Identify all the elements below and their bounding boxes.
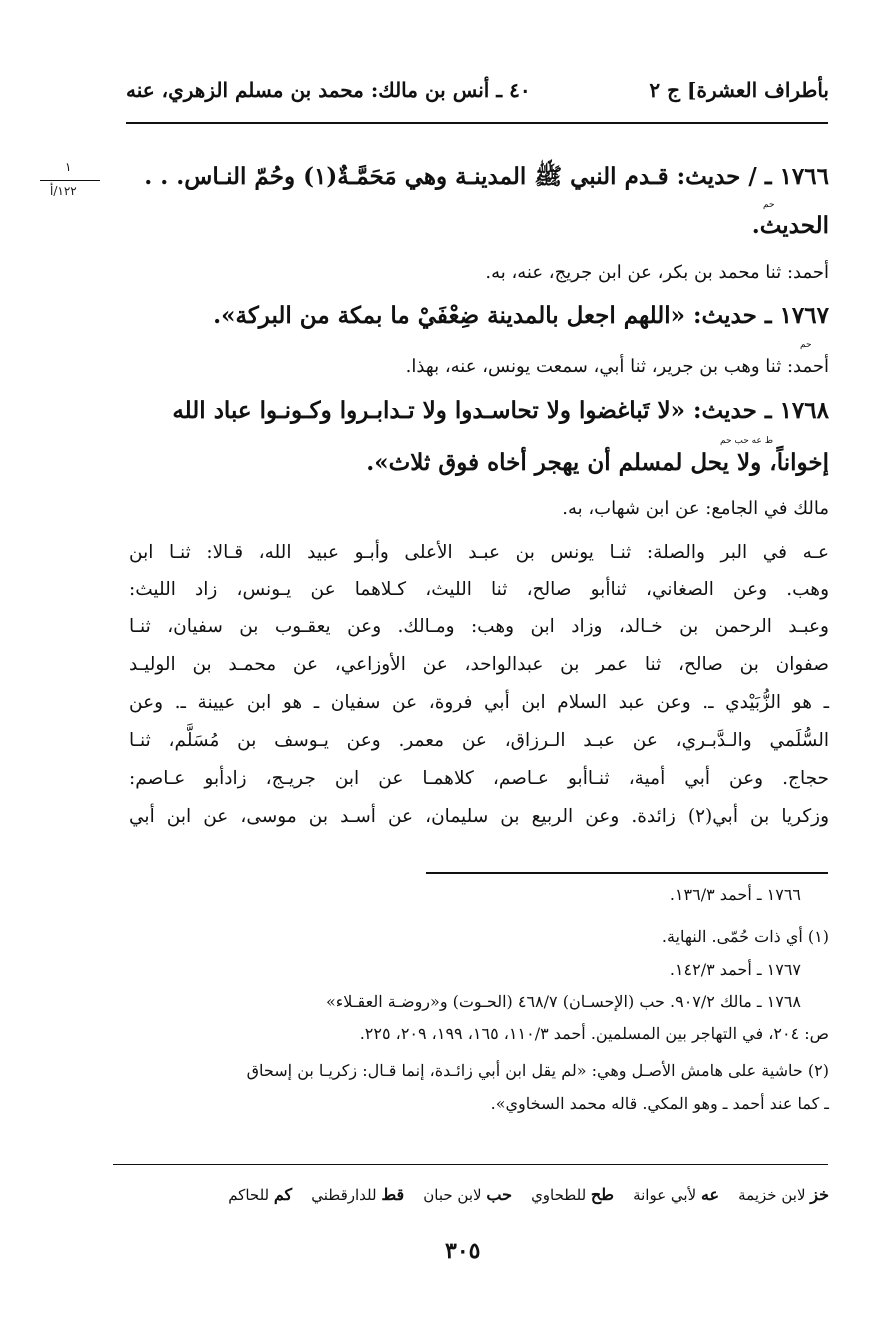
footnote-1: (١) أي ذات حُمّى. النهاية. [661,927,829,946]
hadith-1766-heading-cont: الحديث. [751,212,829,239]
legend-item-daraqutni: قط للدارقطني [311,1185,405,1204]
margin-note-top: ١ [65,160,72,174]
body-line-5: ـ هو الزُّبَيْدي ـ. وعن عبد السلام ابن أبي فروة، عن سفيان ـ هو ابن عيينة ـ. وعن [129,692,829,713]
sigla-1767: حم [800,340,812,350]
hadith-1766-heading: ١٧٦٦ ـ / حديث: قـدم النبي ﷺ المدينـة وهي مَحَمَّـةٌ(١) وحُمّ النـاس. . . [144,163,829,190]
footnote-1766: ١٧٦٦ ـ أحمد ١٣٦/٣. [669,885,801,904]
hadith-1768-heading-cont: إخواناً، ولا يحل لمسلم أن يهجر أخاه فوق ثلاث». [366,449,829,476]
legend-rule [113,1164,828,1165]
footnote-1767: ١٧٦٧ ـ أحمد ١٤٢/٣. [669,960,801,979]
source-1767: أحمد: ثنا وهب بن جرير، ثنا أبي، سمعت يونس، عنه، بهذا. [405,356,829,377]
source-1766: أحمد: ثنا محمد بن بكر، عن ابن جريج، عنه، به. [485,262,829,283]
legend-item-ibn-hibban: حب لابن حبان [423,1185,512,1204]
legend-item-hakim: كم للحاكم [228,1185,293,1204]
page-number: ٣٠٥ [445,1238,481,1264]
margin-note-bottom: ١٢٢/أ [50,184,77,198]
hadith-1768-heading: ١٧٦٨ ـ حديث: «لا تَباغضوا ولا تحاسـدوا ولا تـدابـروا وكـونـوا عباد الله [172,397,829,424]
body-line-7: حجاج. وعن أبي أمية، ثنـاأبو عـاصم، كلاهمـا عن ابن جريـج، زادأبو عـاصم: [129,768,829,789]
header-book-title: بأطراف العشرة] ج ٢ [649,78,829,102]
body-line-2: وهب. وعن الصغاني، ثناأبو صالح، ثنا الليث، كـلاهما عن يـونس، زاد الليث: [129,579,829,600]
footnote-2-cont: ـ كما عند أحمد ـ وهو المكي. قاله محمد السخاوي». [490,1094,829,1113]
footnote-1768: ١٧٦٨ ـ مالك ٩٠٧/٢. حب (الإحسـان) ٤٦٨/٧ (الحـوت) و«روضـة العقـلاء» [325,992,801,1011]
header-chapter-title: ٤٠ ـ أنس بن مالك: محمد بن مسلم الزهري، عنه [126,78,531,102]
body-line-3: وعبـد الرحمن بن خـالد، وزاد ابن وهب: ومـالك. وعن يعقـوب بن سفيان، ثنـا [129,616,829,637]
header-rule [126,122,828,124]
footnote-rule [426,872,828,874]
body-line-1: عـه في البر والصلة: ثنـا يونس بن عبـد الأعلى وأبـو عبيد الله، قـالا: ثنـا ابن [129,542,829,563]
hadith-1767-heading: ١٧٦٧ ـ حديث: «اللهم اجعل بالمدينة ضِعْفَيْ ما بمكة من البركة». [213,302,829,329]
body-line-6: السُّلَمي والـدَّبـري، عن عبـد الـرزاق، عن معمر. وعن يـوسف بن مُسَلَّم، ثنـا [129,730,829,751]
body-line-4: صفوان بن صالح، ثنا عمر بن عبدالواحد، عن الأوزاعي، عن محمـد بن الوليـد [129,654,829,675]
source-1768: مالك في الجامع: عن ابن شهاب، به. [562,498,829,519]
body-line-8: وزكريا بن أبي(٢) زائدة. وعن الربيع بن سليمان، عن أسـد بن موسى، عن ابن أبي [129,806,829,827]
sigla-1768: ط عه حب حم [720,436,774,446]
sigla-1766: حم [763,200,775,210]
footnote-1768-cont: ص: ٢٠٤، في التهاجر بين المسلمين. أحمد ١١٠/٣، ١٦٥، ١٩٩، ٢٠٩، ٢٢٥. [359,1024,829,1043]
margin-note-rule [40,180,100,181]
legend-item-tahawi: طح للطحاوي [531,1185,614,1204]
legend-item-abu-awana: عه لأبي عوانة [633,1185,720,1204]
legend-item-ibn-khuzayma: خز لابن خزيمة [738,1185,829,1204]
footnote-2: (٢) حاشية على هامش الأصـل وهي: «لم يقل ابن أبي زائـدة، إنما قـال: زكريـا بن إسحاق [246,1061,829,1080]
legend-row [228,1185,829,1204]
